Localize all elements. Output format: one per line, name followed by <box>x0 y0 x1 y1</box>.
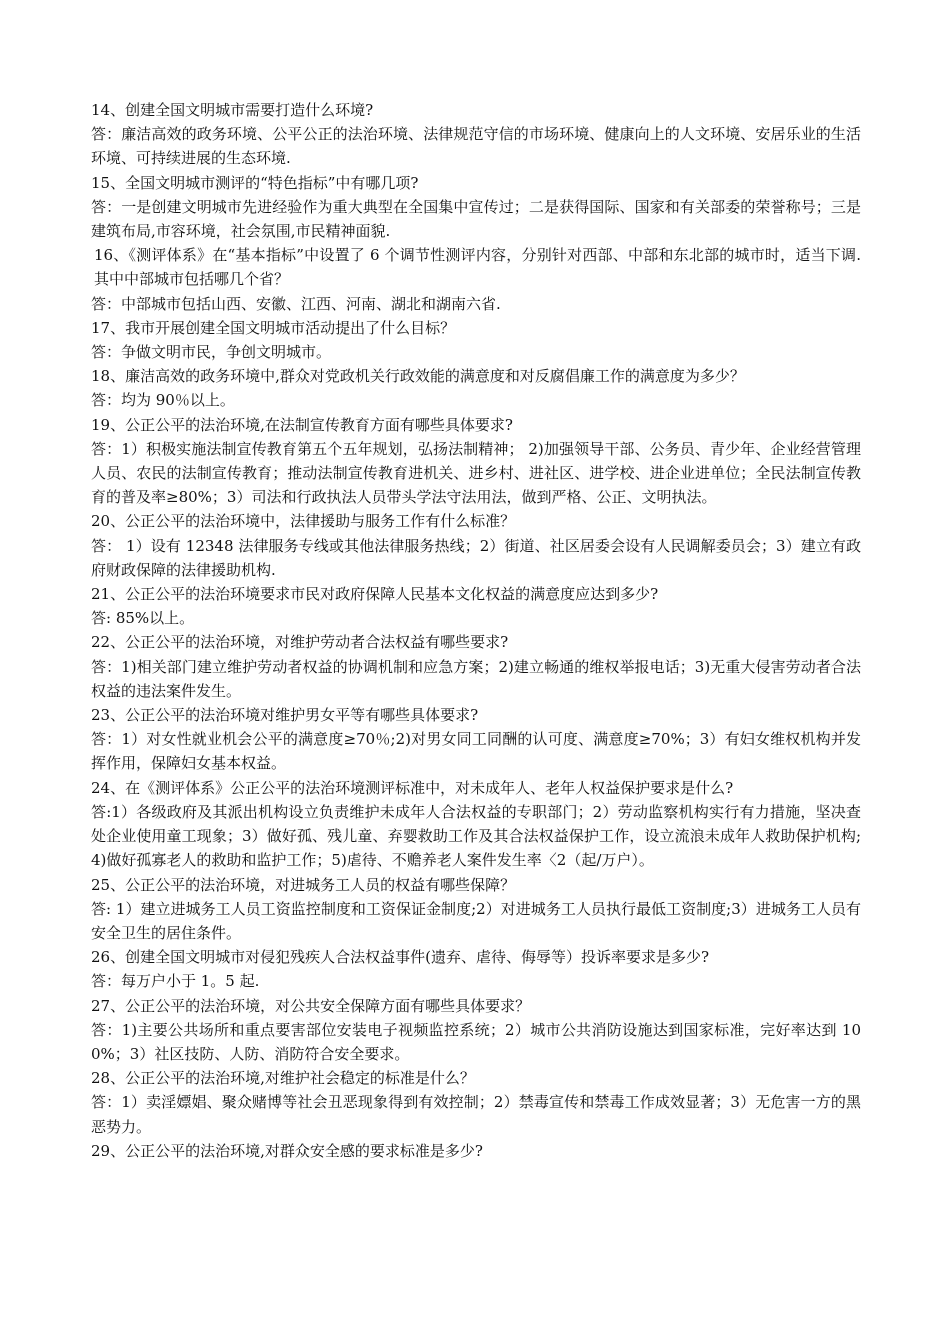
answer-26: 答：每万户小于 1。5 起. <box>91 972 260 991</box>
answer-19: 答：1）积极实施法制宣传教育第五个五年规划，弘扬法制精神； 2)加强领导干部、公务员、青少年、企业经营管理人员、农民的法制宣传教育；推动法制宣传教育进机关、进乡村、进社区、进学校、进企业进单位；全民法制宣传教育的普及率≥80%；3）司法和行政执法人员带头学法守法用法，做到严格、公正、文明执法。 <box>91 439 861 507</box>
answer-23: 答：1）对女性就业机会公平的满意度≥70％;2)对男女同工同酬的认可度、满意度≥70%；3）有妇女维权机构并发挥作用，保障妇女基本权益。 <box>91 730 861 773</box>
answer-22: 答：1)相关部门建立维护劳动者权益的协调机制和应急方案；2)建立畅通的维权举报电话；3)无重大侵害劳动者合法权益的违法案件发生。 <box>91 657 861 700</box>
question-20: 20、公正公平的法治环境中，法律援助与服务工作有什么标准？ <box>91 512 516 531</box>
answer-16: 答：中部城市包括山西、安徽、江西、河南、湖北和湖南六省. <box>91 294 501 313</box>
question-23: 23、公正公平的法治环境对维护男女平等有哪些具体要求? <box>91 706 479 725</box>
question-27: 27、公正公平的法治环境，对公共安全保障方面有哪些具体要求？ <box>91 996 531 1015</box>
answer-17: 答：争做文明市民，争创文明城市。 <box>91 343 332 362</box>
answer-25: 答: 1）建立进城务工人员工资监控制度和工资保证金制度;2）对进城务工人员执行最低工资制度;3）进城务工人员有安全卫生的居住条件。 <box>91 899 861 942</box>
answer-24: 答:1）各级政府及其派出机构设立负责维护未成年人合法权益的专职部门；2）劳动监察机构实行有力措施，坚决查处企业使用童工现象；3）做好孤、残儿童、弃婴救助工作及其合法权益保护工作，设立流浪未成年人救助保护机构;4)做好孤寡老人的救助和监护工作；5)虐待、不赡养老人案件发生率〈2（起/万户）。 <box>91 802 861 870</box>
question-19: 19、公正公平的法治环境,在法制宣传教育方面有哪些具体要求? <box>91 415 513 434</box>
answer-21: 答: 85%以上。 <box>91 609 195 628</box>
question-22: 22、公正公平的法治环境，对维护劳动者合法权益有哪些要求? <box>91 633 509 652</box>
answer-27: 答：1)主要公共场所和重点要害部位安装电子视频监控系统；2）城市公共消防设施达到国家标准，完好率达到 100%；3）社区技防、人防、消防符合安全要求。 <box>91 1020 861 1063</box>
question-26: 26、创建全国文明城市对侵犯残疾人合法权益事件(遗弃、虐待、侮辱等）投诉率要求是多少? <box>91 948 709 967</box>
question-16: 16、《测评体系》在“基本指标”中设置了 6 个调节性测评内容，分别针对西部、中部和东北部的城市时，适当下调.其中中部城市包括哪几个省？ <box>94 246 861 289</box>
question-29: 29、公正公平的法治环境,对群众安全感的要求标准是多少? <box>91 1141 483 1160</box>
question-25: 25、公正公平的法治环境，对进城务工人员的权益有哪些保障？ <box>91 875 516 894</box>
answer-18: 答：均为 90％以上。 <box>91 391 235 410</box>
answer-15: 答：一是创建文明城市先进经验作为重大典型在全国集中宣传过；二是获得国际、国家和有关部委的荣誉称号；三是建筑布局,市容环境，社会氛围,市民精神面貌. <box>91 197 861 241</box>
answer-14: 答：廉洁高效的政务环境、公平公正的法治环境、法律规范守信的市场环境、健康向上的人文环境、安居乐业的生活环境、可持续进展的生态环境. <box>91 125 861 168</box>
answer-20: 答： 1）设有 12348 法律服务专线或其他法律服务热线；2）街道、社区居委会设有人民调解委员会；3）建立有政府财政保障的法律援助机构. <box>91 536 861 579</box>
question-15: 15、全国文明城市测评的“特色指标”中有哪几项? <box>91 173 419 192</box>
question-24: 24、在《测评体系》公正公平的法治环境测评标准中，对未成年人、老年人权益保护要求是什么? <box>91 778 734 797</box>
question-28: 28、公正公平的法治环境,对维护社会稳定的标准是什么？ <box>91 1069 475 1088</box>
question-18: 18、廉洁高效的政务环境中,群众对党政机关行政效能的满意度和对反腐倡廉工作的满意度为多少？ <box>91 367 745 386</box>
question-21: 21、公正公平的法治环境要求市民对政府保障人民基本文化权益的满意度应达到多少? <box>91 585 659 604</box>
document-body <box>91 98 861 1163</box>
question-14: 14、创建全国文明城市需要打造什么环境? <box>91 101 374 119</box>
answer-28: 答：1）卖淫嫖娼、聚众赌博等社会丑恶现象得到有效控制；2）禁毒宣传和禁毒工作成效显著；3）无危害一方的黑恶势力。 <box>91 1093 861 1136</box>
question-17: 17、我市开展创建全国文明城市活动提出了什么目标？ <box>91 318 456 337</box>
